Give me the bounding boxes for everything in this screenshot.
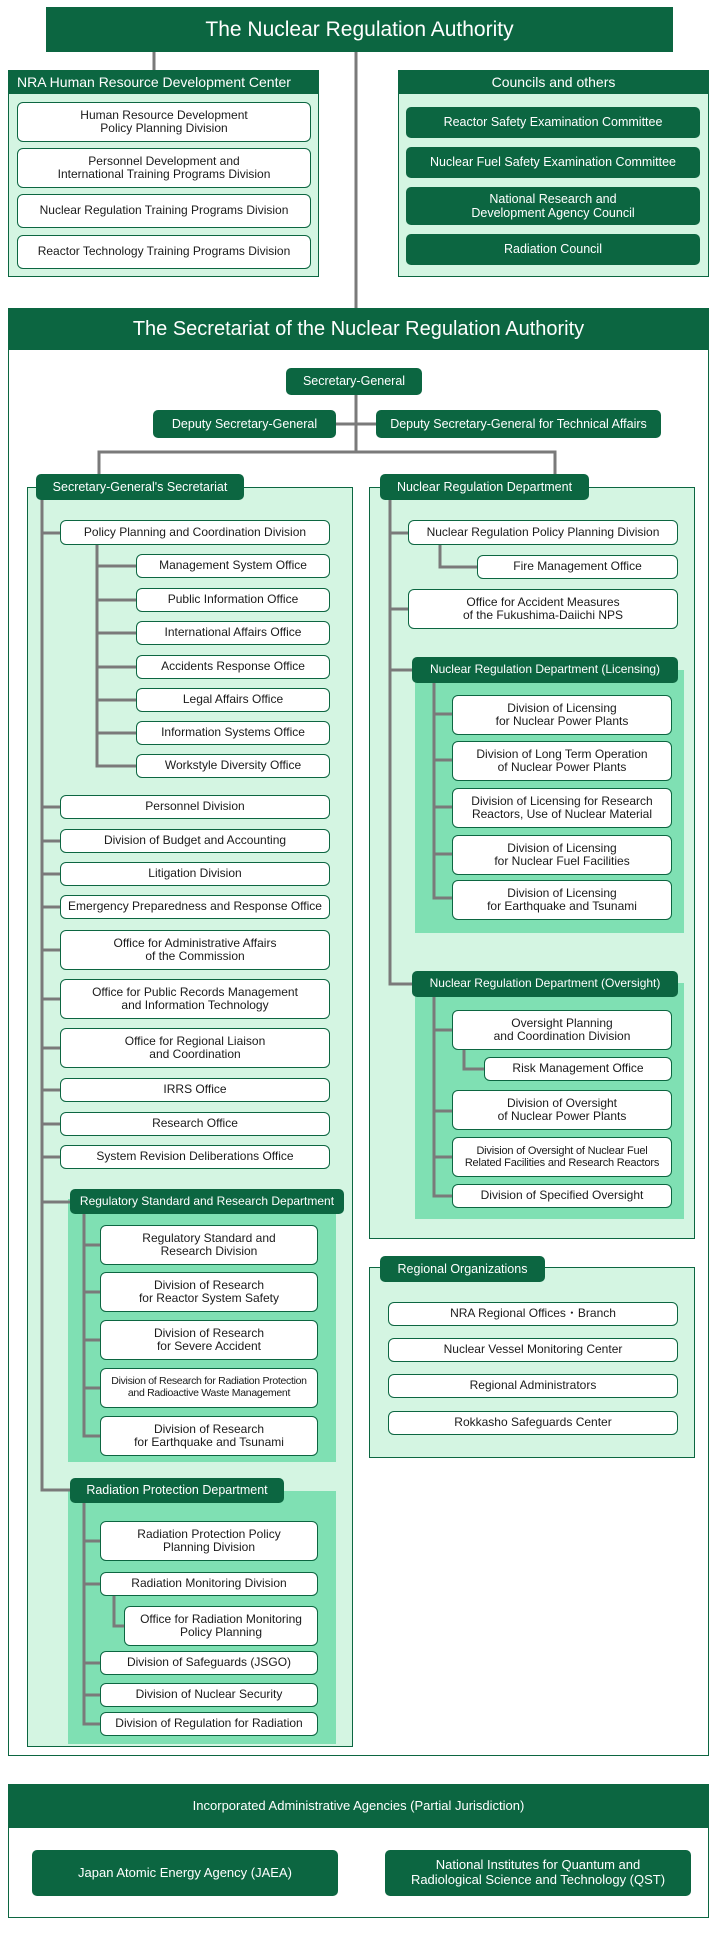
deputy-secretary-general-box: Deputy Secretary-General (153, 410, 336, 438)
sgs-personnel-division: Personnel Division (60, 795, 330, 819)
rsrd-radiation-waste-division: Division of Research for Radiation Protection and Radioactive Waste Management (100, 1368, 318, 1408)
rpd-safeguards-division: Division of Safeguards (JSGO) (100, 1651, 318, 1675)
rpd-monitoring-policy-office: Office for Radiation Monitoring Policy Planning (124, 1606, 318, 1646)
nrd-policy-planning-division: Nuclear Regulation Policy Planning Division (408, 520, 678, 545)
rsrd-severe-accident-division: Division of Research for Severe Accident (100, 1320, 318, 1360)
sgs-office-public-information: Public Information Office (136, 588, 330, 612)
sgs-system-revision-office: System Revision Deliberations Office (60, 1145, 330, 1169)
sgs-policy-planning-division: Policy Planning and Coordination Division (60, 520, 330, 545)
rpd-policy-planning-division: Radiation Protection Policy Planning Division (100, 1521, 318, 1561)
ovs-planning-coordination-division: Oversight Planning and Coordination Division (452, 1010, 672, 1050)
council-rd-agency: National Research and Development Agency Council (406, 187, 700, 225)
lic-nuclear-power-plants-division: Division of Licensing for Nuclear Power Plants (452, 695, 672, 735)
sgs-irrs-office: IRRS Office (60, 1078, 330, 1102)
rsrd-title: Regulatory Standard and Research Department (70, 1189, 344, 1214)
regional-rokkasho-safeguards-center: Rokkasho Safeguards Center (388, 1411, 678, 1435)
regional-offices-branch: NRA Regional Offices・Branch (388, 1302, 678, 1326)
council-reactor-safety: Reactor Safety Examination Committee (406, 107, 700, 138)
hrdc-title: NRA Human Resource Development Center (8, 70, 319, 94)
rpd-title: Radiation Protection Department (70, 1478, 284, 1503)
regional-administrators: Regional Administrators (388, 1374, 678, 1398)
nrd-fukushima-office: Office for Accident Measures of the Fukushima-Daiichi NPS (408, 589, 678, 629)
sgs-public-records-office: Office for Public Records Management and Information Technology (60, 979, 330, 1019)
rpd-nuclear-security-division: Division of Nuclear Security (100, 1683, 318, 1707)
council-radiation: Radiation Council (406, 234, 700, 265)
rsrd-earthquake-tsunami-division: Division of Research for Earthquake and Tsunami (100, 1416, 318, 1456)
lic-long-term-operation-division: Division of Long Term Operation of Nuclear Power Plants (452, 741, 672, 781)
sgs-office-accidents-response: Accidents Response Office (136, 655, 330, 679)
rpd-radiation-monitoring-division: Radiation Monitoring Division (100, 1572, 318, 1596)
ovs-fuel-research-reactors-division: Division of Oversight of Nuclear Fuel Related Facilities and Research Reactors (452, 1137, 672, 1177)
agencies-title: Incorporated Administrative Agencies (Partial Jurisdiction) (8, 1784, 709, 1828)
sgs-emergency-preparedness-office: Emergency Preparedness and Response Office (60, 895, 330, 919)
hrdc-item-policy-planning: Human Resource Development Policy Planning Division (17, 102, 311, 142)
sgs-office-management-system: Management System Office (136, 554, 330, 578)
licensing-title: Nuclear Regulation Department (Licensing) (412, 657, 678, 683)
sgs-title: Secretary-General's Secretariat (36, 474, 244, 500)
agency-jaea: Japan Atomic Energy Agency (JAEA) (32, 1850, 338, 1896)
lic-research-reactors-division: Division of Licensing for Research Reactors, Use of Nuclear Material (452, 788, 672, 828)
ovs-risk-management-office: Risk Management Office (484, 1057, 672, 1081)
nra-title: The Nuclear Regulation Authority (46, 7, 673, 52)
oversight-title: Nuclear Regulation Department (Oversight) (412, 971, 678, 997)
lic-nuclear-fuel-facilities-division: Division of Licensing for Nuclear Fuel Facilities (452, 835, 672, 875)
sgs-budget-accounting-division: Division of Budget and Accounting (60, 829, 330, 853)
deputy-technical-affairs-box: Deputy Secretary-General for Technical Affairs (376, 410, 661, 438)
nrd-fire-management-office: Fire Management Office (477, 555, 678, 579)
ovs-specified-oversight-division: Division of Specified Oversight (452, 1184, 672, 1208)
hrdc-item-nuclear-regulation-training: Nuclear Regulation Training Programs Division (17, 194, 311, 228)
rpd-regulation-radiation-division: Division of Regulation for Radiation (100, 1712, 318, 1736)
rsrd-reactor-system-safety-division: Division of Research for Reactor System Safety (100, 1272, 318, 1312)
regional-title: Regional Organizations (380, 1256, 545, 1282)
sgs-office-information-systems: Information Systems Office (136, 721, 330, 745)
sgs-office-legal-affairs: Legal Affairs Office (136, 688, 330, 712)
secretariat-title: The Secretariat of the Nuclear Regulation Authority (8, 308, 709, 350)
secretary-general-box: Secretary-General (286, 368, 422, 395)
councils-title: Councils and others (398, 70, 709, 94)
sgs-office-workstyle-diversity: Workstyle Diversity Office (136, 754, 330, 778)
lic-earthquake-tsunami-division: Division of Licensing for Earthquake and Tsunami (452, 880, 672, 920)
ovs-nuclear-power-plants-division: Division of Oversight of Nuclear Power Plants (452, 1090, 672, 1130)
sgs-regional-liaison-office: Office for Regional Liaison and Coordination (60, 1028, 330, 1068)
hrdc-item-reactor-technology-training: Reactor Technology Training Programs Division (17, 235, 311, 269)
sgs-office-international-affairs: International Affairs Office (136, 621, 330, 645)
council-nuclear-fuel-safety: Nuclear Fuel Safety Examination Committee (406, 147, 700, 178)
nrd-title: Nuclear Regulation Department (380, 474, 589, 500)
rsrd-regulatory-standard-division: Regulatory Standard and Research Division (100, 1225, 318, 1265)
agency-qst: National Institutes for Quantum and Radiological Science and Technology (QST) (385, 1850, 691, 1896)
sgs-research-office: Research Office (60, 1112, 330, 1136)
sgs-litigation-division: Litigation Division (60, 862, 330, 886)
hrdc-item-personnel-development: Personnel Development and International Training Programs Division (17, 148, 311, 188)
sgs-admin-affairs-commission-office: Office for Administrative Affairs of the Commission (60, 930, 330, 970)
regional-vessel-monitoring-center: Nuclear Vessel Monitoring Center (388, 1338, 678, 1362)
